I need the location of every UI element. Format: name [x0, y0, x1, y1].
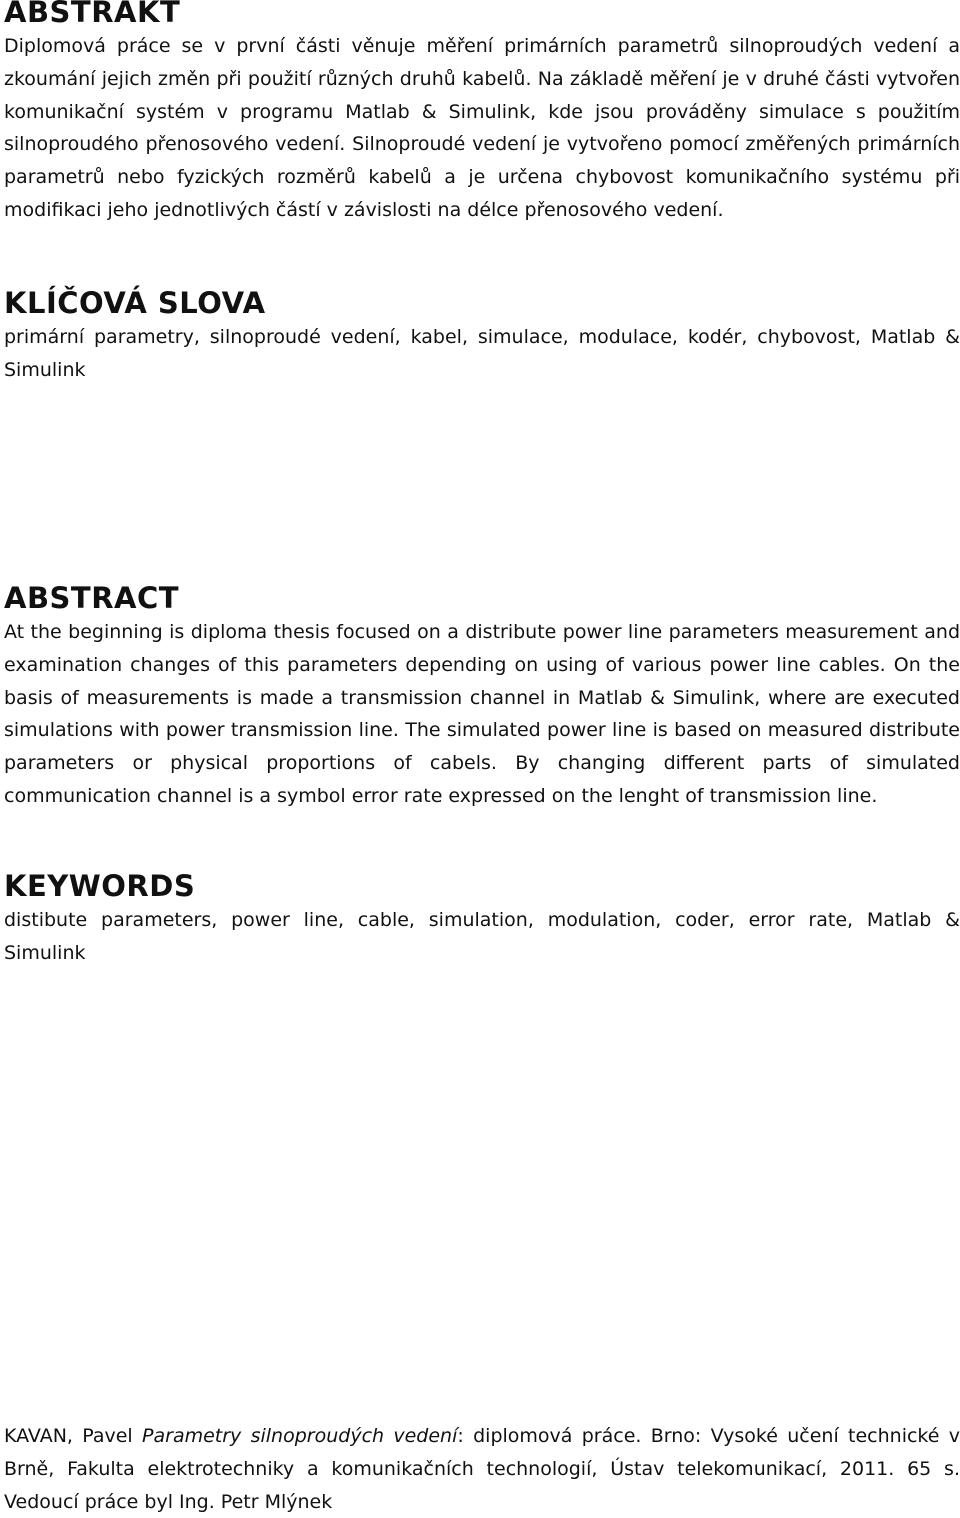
- keywords-heading: KEYWORDS: [4, 869, 196, 903]
- abstrakt-heading: ABSTRAKT: [4, 0, 181, 29]
- citation-title: Parametry silnoproudých vedení: [142, 1425, 458, 1447]
- abstract-section: [4, 582, 960, 813]
- klicova-slova-section: [4, 287, 960, 387]
- abstrakt-text: Diplomová práce se v první části věnuje měření primárních parametrů silnoproudých vedení a zkoumání jejich změn při použití různých druhů kabelů. Na základě měření je v druhé části vytvořen komunikační systém v programu Matlab & Simulink, kde jsou prováděny simulace s použitím silnoproudého přenosového vedení. Silnoproudé vedení je vytvořeno pomocí změřených primárních parametrů nebo fyzických rozměrů kabelů a je určena chybovost komunikačního systému při modifikaci jeho jednotlivých částí v závislosti na délce přenosového vedení.: [4, 35, 960, 221]
- abstract-text: At the beginning is diploma thesis focused on a distribute power line parameters measurement and examination changes of this parameters depending on using of various power line cables. On the basis of measurements is made a transmission channel in Matlab & Simulink, where are executed simulations with power transmission line. The simulated power line is based on measured distribute parameters or physical proportions of cabels. By changing different parts of simulated communication channel is a symbol error rate expressed on the lenght of transmission line.: [4, 621, 960, 807]
- citation-author: KAVAN, Pavel: [4, 1425, 143, 1447]
- klicova-slova-text: primární parametry, silnoproudé vedení, kabel, simulace, modulace, kodér, chybovost, Matlab & Simulink: [4, 326, 960, 381]
- bibliographic-citation: [4, 1420, 960, 1518]
- abstract-heading: ABSTRACT: [4, 581, 180, 615]
- document-page: [4, 0, 960, 1518]
- keywords-section: [4, 870, 960, 970]
- klicova-slova-heading: KLÍČOVÁ SLOVA: [4, 286, 266, 320]
- citation-details: : diplomová práce. Brno: Vysoké učení technické v Brně, Fakulta elektrotechniky a komunikačních technologií, Ústav telekomunikací, 2011. 65 s. Vedoucí práce byl Ing. Petr Mlýnek: [4, 1425, 960, 1513]
- abstrakt-section: [4, 0, 960, 227]
- citation-section: [4, 1418, 960, 1518]
- keywords-text: distibute parameters, power line, cable, simulation, modulation, coder, error rate, Matlab & Simulink: [4, 909, 960, 964]
